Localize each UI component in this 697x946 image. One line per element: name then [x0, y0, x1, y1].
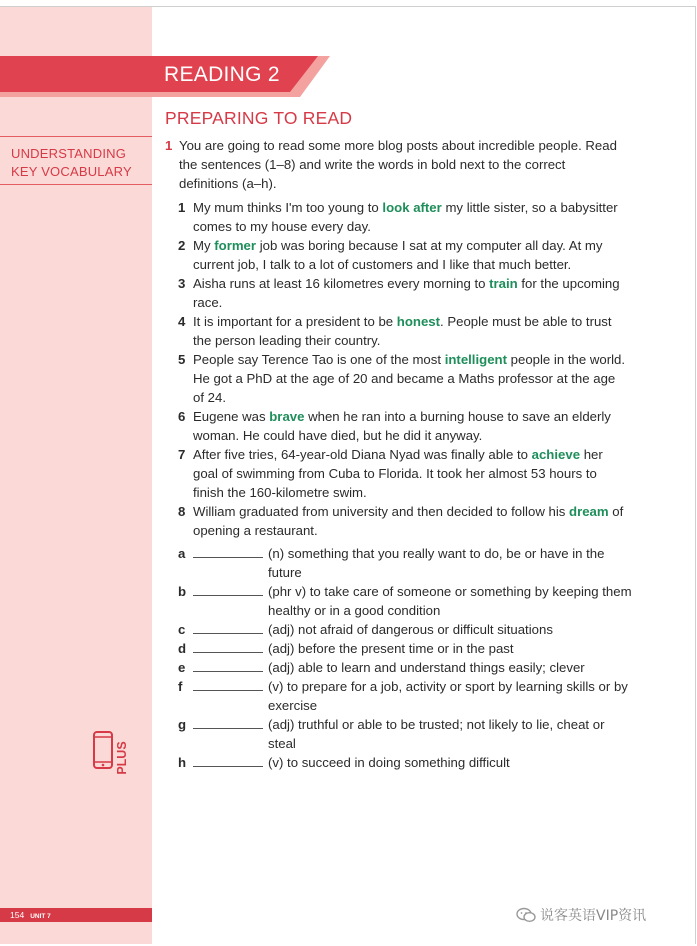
sentence-text: of opening a restaurant. — [193, 504, 624, 538]
answer-blank[interactable] — [193, 671, 263, 672]
definition-text: (adj) not afraid of dangerous or difficult situations — [268, 622, 553, 637]
answer-blank[interactable] — [193, 652, 263, 653]
definition-list — [178, 544, 633, 772]
section-heading: PREPARING TO READ — [165, 108, 353, 128]
definition-item — [178, 582, 633, 620]
definition-text: (adj) before the present time or in the past — [268, 641, 514, 656]
sentence-text: Eugene was — [193, 409, 270, 424]
definition-text: (adj) truthful or able to be trusted; not likely to lie, cheat or steal — [268, 717, 605, 751]
sentence-item — [178, 312, 626, 350]
answer-blank[interactable] — [193, 633, 263, 634]
sentence-text: Aisha runs at least 16 kilometres every morning to — [193, 276, 490, 291]
answer-blank[interactable] — [193, 728, 263, 729]
definition-item — [178, 658, 633, 677]
answer-blank[interactable] — [193, 766, 263, 767]
exercise-number: 1 — [165, 138, 173, 153]
sentence-number: 3 — [178, 276, 186, 291]
sentence-text: William graduated from university and then decided to follow his — [193, 504, 570, 519]
sentence-text: job was boring because I sat at my computer all day. At my current job, I talk to a lot of customers and I like that much better. — [193, 238, 603, 272]
sentence-number: 1 — [178, 200, 186, 215]
sidebar-rule-bottom — [0, 184, 152, 185]
plus-label: PLUS — [115, 741, 129, 775]
sentence-text: my little sister, so a babysitter comes to my house every day. — [193, 200, 618, 234]
keyword: look after — [382, 200, 442, 215]
sentence-text: people in the world. He got a PhD at the age of 20 and became a Maths professor at the age of 24. — [193, 352, 626, 405]
sentence-item — [178, 236, 626, 274]
sentence-item — [178, 350, 626, 407]
sentence-item — [178, 198, 626, 236]
definition-item — [178, 639, 633, 658]
sentence-text: After five tries, 64-year-old Diana Nyad was finally able to — [193, 447, 532, 462]
answer-blank[interactable] — [193, 557, 263, 558]
definition-letter: h — [178, 755, 187, 770]
answer-blank[interactable] — [193, 690, 263, 691]
definition-text: (v) to succeed in doing something difficult — [268, 755, 510, 770]
definition-letter: d — [178, 641, 187, 656]
instruction-text: You are going to read some more blog posts about incredible people. Read the sentences (1–8) and write the words in bold next to the correct definitions (a–h). — [179, 138, 617, 191]
page-number: 154 — [10, 910, 25, 920]
sentence-number: 7 — [178, 447, 186, 462]
keyword: former — [214, 238, 257, 253]
definition-letter: f — [178, 679, 183, 694]
wechat-icon — [516, 907, 536, 927]
definition-text: (n) something that you really want to do, be or have in the future — [268, 546, 605, 580]
unit-label: UNIT 7 — [30, 913, 51, 920]
sentence-number: 2 — [178, 238, 186, 253]
keyword: achieve — [531, 447, 581, 462]
section-label — [11, 145, 146, 181]
keyword: honest — [396, 314, 441, 329]
answer-blank[interactable] — [193, 595, 263, 596]
sentence-list — [178, 198, 626, 540]
sentence-text: for the upcoming race. — [193, 276, 620, 310]
definition-letter: a — [178, 546, 186, 561]
sentence-number: 5 — [178, 352, 186, 367]
sentence-text: My mum thinks I'm too young to — [193, 200, 383, 215]
watermark — [516, 905, 646, 927]
definition-letter: e — [178, 660, 186, 675]
keyword: train — [489, 276, 518, 291]
section-label-line-1: UNDERSTANDING — [11, 146, 127, 161]
definition-item — [178, 753, 633, 772]
sentence-text: It is important for a president to be — [193, 314, 397, 329]
watermark-text: 说客英语VIP资讯 — [540, 908, 647, 924]
footer — [10, 909, 51, 923]
keyword: intelligent — [444, 352, 507, 367]
exercise-instruction — [165, 136, 625, 193]
keyword: brave — [269, 409, 305, 424]
sentence-item — [178, 407, 626, 445]
definition-letter: b — [178, 584, 187, 599]
definition-text: (adj) able to learn and understand things easily; clever — [268, 660, 585, 675]
sidebar-rule-top — [0, 136, 152, 137]
sentence-number: 6 — [178, 409, 186, 424]
sentence-text: . People must be able to trust the person leading their country. — [193, 314, 612, 348]
definition-letter: c — [178, 622, 186, 637]
definition-letter: g — [178, 717, 187, 732]
definition-text: (v) to prepare for a job, activity or sport by learning skills or by exercise — [268, 679, 628, 713]
sentence-item — [178, 274, 626, 312]
sentence-item — [178, 445, 626, 502]
sentence-number: 8 — [178, 504, 186, 519]
sentence-item — [178, 502, 626, 540]
sentence-number: 4 — [178, 314, 186, 329]
section-label-line-2: KEY VOCABULARY — [11, 164, 132, 179]
reading-title: READING 2 — [164, 63, 280, 86]
sentence-text: her goal of swimming from Cuba to Florida. It took her almost 53 hours to finish the 160-kilometre swim. — [193, 447, 603, 500]
sentence-text: My — [193, 238, 215, 253]
definition-item — [178, 620, 633, 639]
definition-item — [178, 677, 633, 715]
sentence-text: People say Terence Tao is one of the most — [193, 352, 445, 367]
sentence-text: when he ran into a burning house to save an elderly woman. He could have died, but he did it anyway. — [193, 409, 611, 443]
definition-item — [178, 544, 633, 582]
keyword: dream — [569, 504, 609, 519]
definition-item — [178, 715, 633, 753]
definition-text: (phr v) to take care of someone or something by keeping them healthy or in a good condition — [268, 584, 632, 618]
